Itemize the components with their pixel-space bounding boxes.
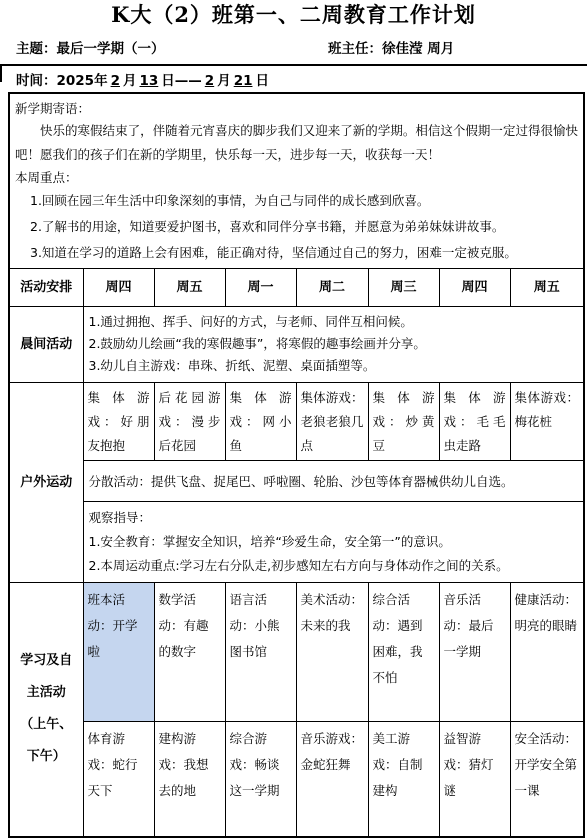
theme-label: 主题：最后一学期（一） [16, 41, 165, 57]
goal-item: 3.知道在学习的道路上会有困难，能正确对待，坚信通过自己的努力，困难一定被克服。 [30, 245, 517, 260]
scatter-row [9, 461, 584, 502]
goal-item: 2.了解书的用途，知道要爱护图书，喜欢和同伴分享书籍，并愿意为弟弟妹妹讲故事。 [30, 219, 505, 234]
outdoor-game: 集体游戏：梅花桩 [510, 383, 584, 461]
study-label-line: 学习及自 [20, 653, 73, 669]
header-row [9, 269, 584, 307]
outdoor-game: 集体游戏：网小鱼 [225, 383, 296, 461]
guide-item: 2.本周运动重点:学习左右分队走,初步感知左右方向与身体动作之间的关系。 [88, 558, 509, 573]
time-range [16, 69, 269, 89]
morning-item: 1.通过拥抱、挥手、问好的方式，与老师、同伴互相问候。 [88, 314, 413, 329]
study-activity: 数学活动：有趣的数字 [154, 583, 225, 722]
greeting-title: 新学期寄语： [15, 101, 91, 116]
outdoor-label: 户外运动 [9, 383, 83, 583]
divider-tick [0, 64, 2, 82]
study-activity: 语言活动：小熊图书馆 [225, 583, 296, 722]
greeting-text: 快乐的寒假结束了，伴随着元宵喜庆的脚步我们又迎来了新的学期。相信这个假期一定过得很愉快吧！愿我们的孩子们在新的学期里，快乐每一天，进步每一天，收获每一天！ [15, 123, 579, 162]
scatter-activity: 分散活动：提供飞盘、捉尾巴、呼啦圈、轮胎、沙包等体育器械供幼儿自选。 [83, 461, 584, 502]
study-label-line: （上午、 [20, 717, 73, 733]
study-game: 益智游戏：猜灯谜 [439, 722, 510, 837]
plan-table [8, 92, 585, 838]
time-bar [0, 64, 587, 91]
goal-item: 1.回顾在园三年生活中印象深刻的事情，为自己与同伴的成长感到欣喜。 [30, 193, 430, 208]
start-month: 2 [110, 73, 120, 89]
morning-row [9, 307, 584, 383]
outdoor-game: 后花园游戏：漫步后花园 [154, 383, 225, 461]
day-header: 周二 [296, 269, 368, 307]
day-header: 周三 [368, 269, 439, 307]
page-title: K大（2）班第一、二周教育工作计划 [111, 2, 476, 27]
day-header: 周五 [154, 269, 225, 307]
study-row-1 [9, 583, 584, 722]
guide-item: 1.安全教育：掌握安全知识，培养“珍爱生命，安全第一”的意识。 [88, 534, 451, 549]
teacher-label: 班主任：徐佳滢 周月 [328, 41, 455, 57]
guide-cell [83, 502, 584, 583]
outdoor-game: 集体游戏：老狼老狼几点 [296, 383, 368, 461]
intro-row [9, 93, 584, 269]
morning-cell [83, 307, 584, 383]
day-header: 周四 [83, 269, 154, 307]
intro-cell [9, 93, 584, 269]
start-day: 13 [139, 73, 159, 89]
day-header: 周一 [225, 269, 296, 307]
guide-row [9, 502, 584, 583]
day-header: 周四 [439, 269, 510, 307]
study-label-line: 主活动 [26, 685, 66, 701]
study-activity: 音乐活动：最后一学期 [439, 583, 510, 722]
study-row-2 [9, 722, 584, 837]
outdoor-game: 集体游戏：好朋友抱抱 [83, 383, 154, 461]
study-activity: 班本活动：开学啦 [83, 583, 154, 722]
morning-item: 3.幼儿自主游戏：串珠、折纸、泥塑、桌面插塑等。 [88, 358, 376, 373]
study-label [9, 583, 83, 837]
study-game: 体育游戏：蛇行天下 [83, 722, 154, 837]
time-prefix: 时间：2025年 [16, 73, 108, 89]
time-text: 月 [122, 73, 137, 89]
guide-title: 观察指导： [88, 510, 152, 525]
study-label-line: 下午） [26, 749, 66, 765]
morning-label: 晨间活动 [9, 307, 83, 383]
focus-title: 本周重点： [15, 170, 78, 185]
outdoor-game: 集体游戏：毛毛虫走路 [439, 383, 510, 461]
study-game: 音乐游戏：金蛇狂舞 [296, 722, 368, 837]
outdoor-game: 集体游戏：炒黄豆 [368, 383, 439, 461]
study-activity: 美术活动：未来的我 [296, 583, 368, 722]
study-game: 美工游戏：自制建构 [368, 722, 439, 837]
outdoor-games-row [9, 383, 584, 461]
morning-item: 2.鼓励幼儿绘画“我的寒假趣事”，将寒假的趣事绘画并分享。 [88, 336, 426, 351]
end-day: 21 [233, 73, 253, 89]
study-activity: 健康活动：明亮的眼睛 [510, 583, 584, 722]
time-text: 日—— [161, 73, 202, 89]
study-game: 安全活动：开学安全第一课 [510, 722, 584, 837]
study-game: 建构游戏：我想去的地 [154, 722, 225, 837]
study-activity: 综合活动：遇到困难，我不怕 [368, 583, 439, 722]
header-label: 活动安排 [9, 269, 83, 307]
study-game: 综合游戏：畅谈这一学期 [225, 722, 296, 837]
time-text: 日 [255, 73, 269, 89]
end-month: 2 [204, 73, 215, 89]
time-text: 月 [217, 73, 231, 89]
day-header: 周五 [510, 269, 584, 307]
